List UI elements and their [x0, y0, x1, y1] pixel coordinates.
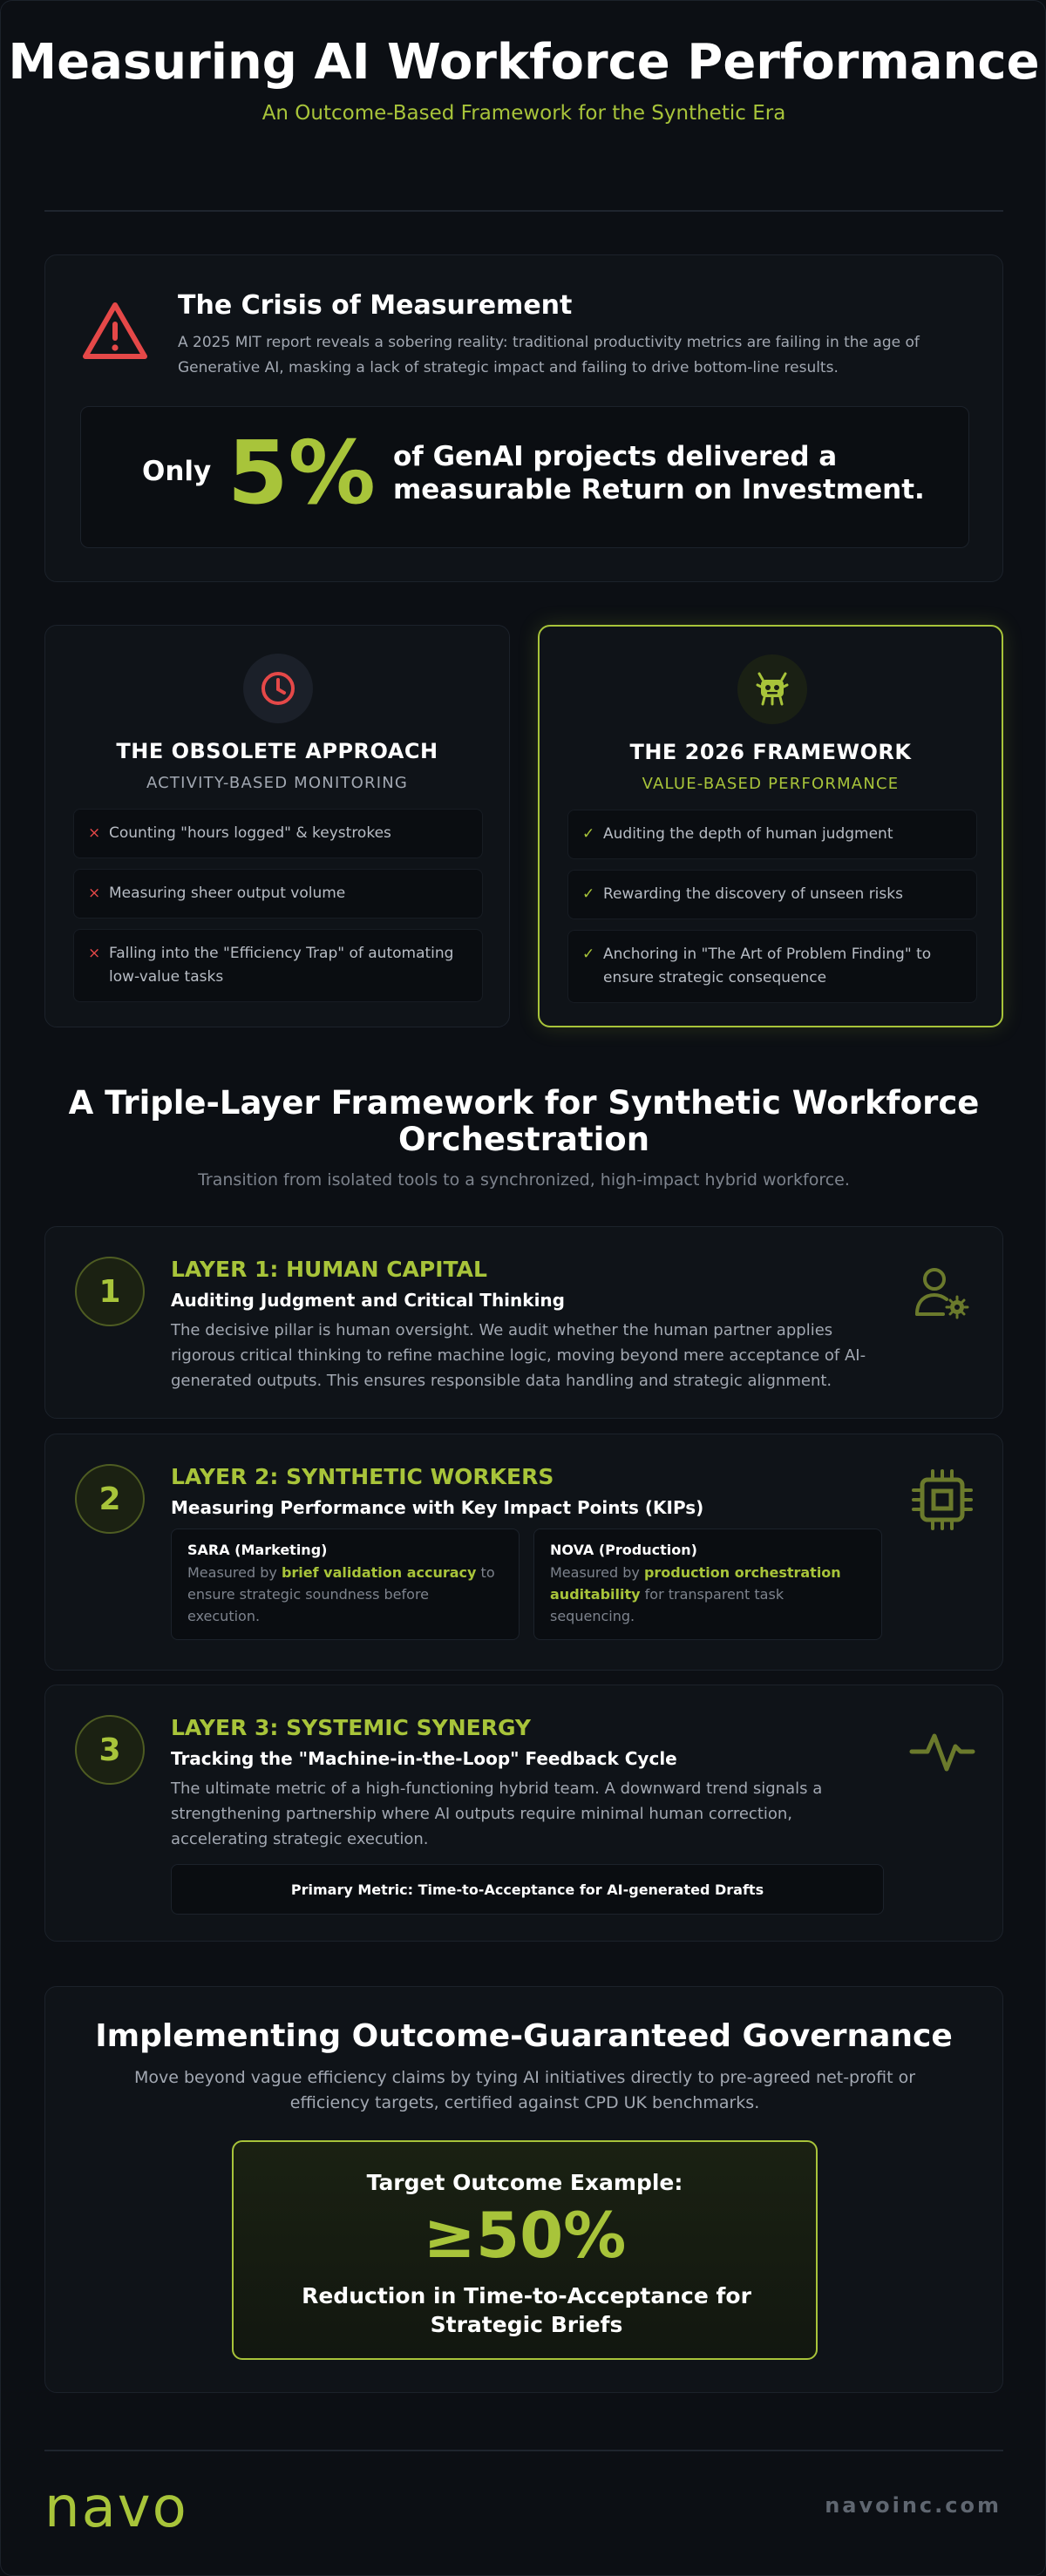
target-label: Target Outcome Example:	[366, 2170, 683, 2195]
website-link[interactable]: navoinc.com	[825, 2493, 1002, 2518]
layer-heading: Measuring Performance with Key Impact Points (KIPs)	[171, 1497, 704, 1518]
check-icon: ✓	[582, 825, 595, 843]
clock-icon	[243, 654, 313, 723]
roi-stat-box	[80, 406, 969, 548]
target-value: ≥50%	[423, 2199, 627, 2272]
check-icon: ✓	[582, 946, 595, 963]
list-item: × Falling into the "Efficiency Trap" of automating low-value tasks	[73, 929, 483, 1002]
triple-layer-title: A Triple-Layer Framework for Synthetic Workforce Orchestration	[68, 1084, 980, 1158]
obsolete-subtitle: ACTIVITY-BASED MONITORING	[146, 774, 409, 792]
layer-number-badge: 1	[75, 1257, 145, 1326]
framework-subtitle: VALUE-BASED PERFORMANCE	[642, 775, 900, 793]
framework-list	[567, 810, 977, 1013]
footer-divider	[44, 2450, 1003, 2451]
target-outcome-box	[232, 2140, 818, 2360]
layer-heading: Tracking the "Machine-in-the-Loop" Feedback Cycle	[171, 1748, 677, 1769]
triple-layer-subtitle: Transition from isolated tools to a synchronized, high-impact hybrid workforce.	[198, 1170, 850, 1190]
crisis-card	[44, 254, 1003, 582]
governance-text: Move beyond vague efficiency claims by tying AI initiatives directly to pre-agreed net-profit or efficiency targets, certified against CPD UK benchmarks.	[133, 2068, 916, 2112]
layer-text: The decisive pillar is human oversight. We audit whether the human partner applies rigorous critical thinking to refine machine logic, moving beyond mere acceptance of AI-generated outputs. This ensures responsible data handling and strategic alignment.	[171, 1321, 866, 1390]
stat-prefix: Only	[142, 456, 212, 487]
layer-number-badge: 3	[75, 1715, 145, 1785]
navo-logo: navo	[44, 2476, 188, 2540]
list-item: ✓ Anchoring in "The Art of Problem Finding" to ensure strategic consequence	[567, 930, 977, 1003]
check-icon: ✓	[582, 885, 595, 903]
header-divider	[44, 210, 1003, 212]
layer-text: The ultimate metric of a high-functioning hybrid team. A downward trend signals a strengthening partnership where AI outputs require minimal human correction, accelerating strategic execution.	[171, 1779, 823, 1848]
kip-title: SARA (Marketing)	[187, 1542, 328, 1558]
obsolete-list	[73, 809, 483, 1013]
header	[1, 36, 1046, 125]
governance-title: Implementing Outcome-Guaranteed Governance	[95, 2018, 953, 2054]
layer-number-badge: 2	[75, 1464, 145, 1534]
stat-value: 5%	[228, 422, 376, 524]
layer-2-card	[44, 1434, 1003, 1671]
x-icon: ×	[88, 824, 101, 842]
list-item: ✓ Rewarding the discovery of unseen risks	[567, 870, 977, 919]
governance-card	[44, 1986, 1003, 2393]
obsolete-approach-card	[44, 625, 510, 1027]
crisis-title: The Crisis of Measurement	[178, 290, 573, 321]
page-subtitle: An Outcome-Based Framework for the Synthetic Era	[262, 102, 786, 125]
kip-text: Measured by production orchestration auditability for transparent task sequencing.	[550, 1564, 841, 1624]
chip-icon	[908, 1466, 976, 1534]
kip-card-sara	[171, 1529, 520, 1640]
x-icon: ×	[88, 945, 101, 962]
primary-metric: Primary Metric: Time-to-Acceptance for AI-generated Drafts	[171, 1864, 884, 1915]
list-item: × Counting "hours logged" & keystrokes	[73, 809, 483, 858]
layer-1-card	[44, 1226, 1003, 1419]
x-icon: ×	[88, 885, 101, 902]
obsolete-title: THE OBSOLETE APPROACH	[116, 739, 438, 763]
framework-title: THE 2026 FRAMEWORK	[629, 740, 912, 764]
pulse-icon	[908, 1717, 976, 1785]
layer-tag: LAYER 3: SYSTEMIC SYNERGY	[171, 1715, 532, 1740]
kip-title: NOVA (Production)	[550, 1542, 697, 1558]
warning-icon	[82, 301, 148, 362]
user-gear-icon	[908, 1258, 976, 1326]
page-title: Measuring AI Workforce Performance	[8, 34, 1040, 91]
robot-icon	[737, 654, 807, 724]
list-item: ✓ Auditing the depth of human judgment	[567, 810, 977, 859]
layer-heading: Auditing Judgment and Critical Thinking	[171, 1290, 565, 1311]
crisis-text: A 2025 MIT report reveals a sobering reality: traditional productivity metrics are failing in the age of Generative AI, masking a lack of strategic impact and failing to drive bottom-line results.	[178, 334, 920, 376]
target-description: Reduction in Time-to-Acceptance for Strategic Briefs	[302, 2283, 751, 2337]
layer-tag: LAYER 2: SYNTHETIC WORKERS	[171, 1464, 554, 1489]
stat-text: of GenAI projects delivered a measurable Return on Investment.	[393, 441, 925, 505]
list-item: × Measuring sheer output volume	[73, 869, 483, 919]
layer-tag: LAYER 1: HUMAN CAPITAL	[171, 1257, 487, 1282]
layer-3-card	[44, 1685, 1003, 1942]
framework-card	[538, 625, 1003, 1027]
kip-text: Measured by brief validation accuracy to ensure strategic soundness before execution.	[187, 1564, 495, 1624]
kip-card-nova	[533, 1529, 882, 1640]
